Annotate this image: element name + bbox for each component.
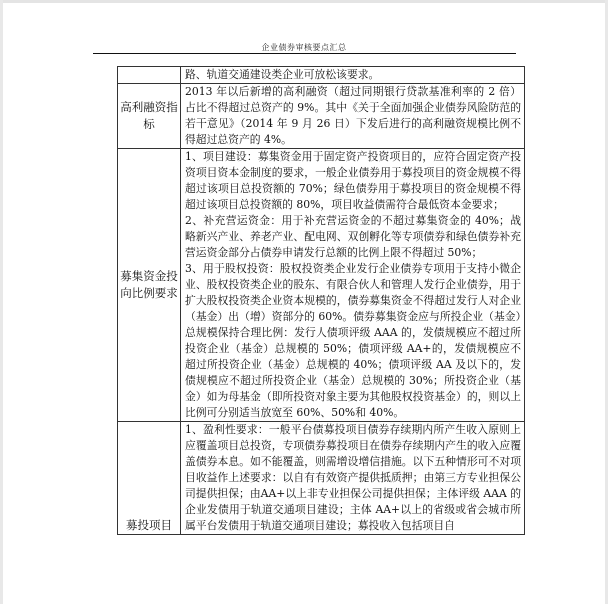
table-row (118, 422, 525, 535)
content-paragraph: 1、项目建设：募集资金用于固定资产投资项目的，应符合固定资产投资项目资本金制度的要求，一般企业债券用于募投项目的资金规模不得超过该项目总投资额的 70%；绿色债券用于募投项目的资金规模不得超过该项目总投资额的 80%，项目收益债需符合最低资本金要求； (185, 150, 521, 211)
table-row (118, 67, 525, 84)
row-content (181, 84, 525, 149)
content-paragraph: 2013 年以后新增的高利融资（超过同期银行贷款基准利率的 2 倍）占比不得超过总资产的 9%。其中《关于全面加强企业债券风险防范的若干意见》（2014 年 9 月 26 日）下发后进行的高利融资规模比例不得超过总资产的 4%。 (185, 85, 521, 146)
content-paragraph: 2、补充营运资金：用于补充营运资金的不超过募集资金的 40%；战略新兴产业、养老产业、配电网、双创孵化等专项债券和绿色债券补充营运资金部分占债券申请发行总额的比例上限不得超过 50%； (185, 214, 521, 259)
row-content (181, 149, 525, 422)
row-label (118, 67, 181, 84)
table-row (118, 84, 525, 149)
page-header-title: 企业债券审核要点汇总 (261, 43, 347, 52)
header-rule (93, 53, 516, 54)
row-content (181, 67, 525, 84)
row-label: 高利融资指标 (118, 84, 181, 149)
row-label: 募集资金投向比例要求 (118, 149, 181, 422)
page-edge-left (0, 0, 3, 604)
review-points-table (117, 66, 525, 535)
table-row (118, 149, 525, 422)
content-paragraph: 3、用于股权投资：股权投资类企业发行企业债券专项用于支持小微企业、股权投资类企业的股东、有限合伙人和管理人发行企业债券，用于扩大股权投资类企业资本规模的，债券募集资金不得超过发行人对企业（基金）出（增）资部分的 60%。债券募集资金应与所投企业（基金）总规模保持合理比例：发行人债项评级 AAA 的，发债规模应不超过所投资企业（基金）总规模的 50%；债项评级 AA+的，发债规模应不超过所投资企业（基金）总规模的 40%；债项评级 AA 及以下的，发债规模应不超过所投资企业（基金）总规模的 30%；所投资企业（基金）如为母基金（即所投资对象主要为其他股权投资基金）的，则以上比例可分别适当放宽至 60%、50%和 40%。 (185, 262, 521, 419)
row-content (181, 422, 525, 535)
content-paragraph: 路、轨道交通建设类企业可放松该要求。 (185, 68, 380, 81)
content-paragraph: 1、盈利性要求：一般平台债募投项目债券存续期内所产生收入原则上应覆盖项目总投资，专项债券募投项目在债券存续期内产生的收入应覆盖债券本息。如不能覆盖，则需增设增信措施。以下五种情形可不对项目收益作上述要求：以自有有效资产提供抵质押；由第三方专业担保公司提供担保；由AA+以上非专业担保公司提供担保；主体评级 AAA 的企业发债用于轨道交通项目建设；主体 AA+以上的省级或省会城市所属平台发债用于轨道交通项目建设；募投收入包括项目自 (185, 423, 521, 532)
page-edge-top (0, 0, 608, 3)
row-label: 募投项目 (118, 422, 181, 535)
